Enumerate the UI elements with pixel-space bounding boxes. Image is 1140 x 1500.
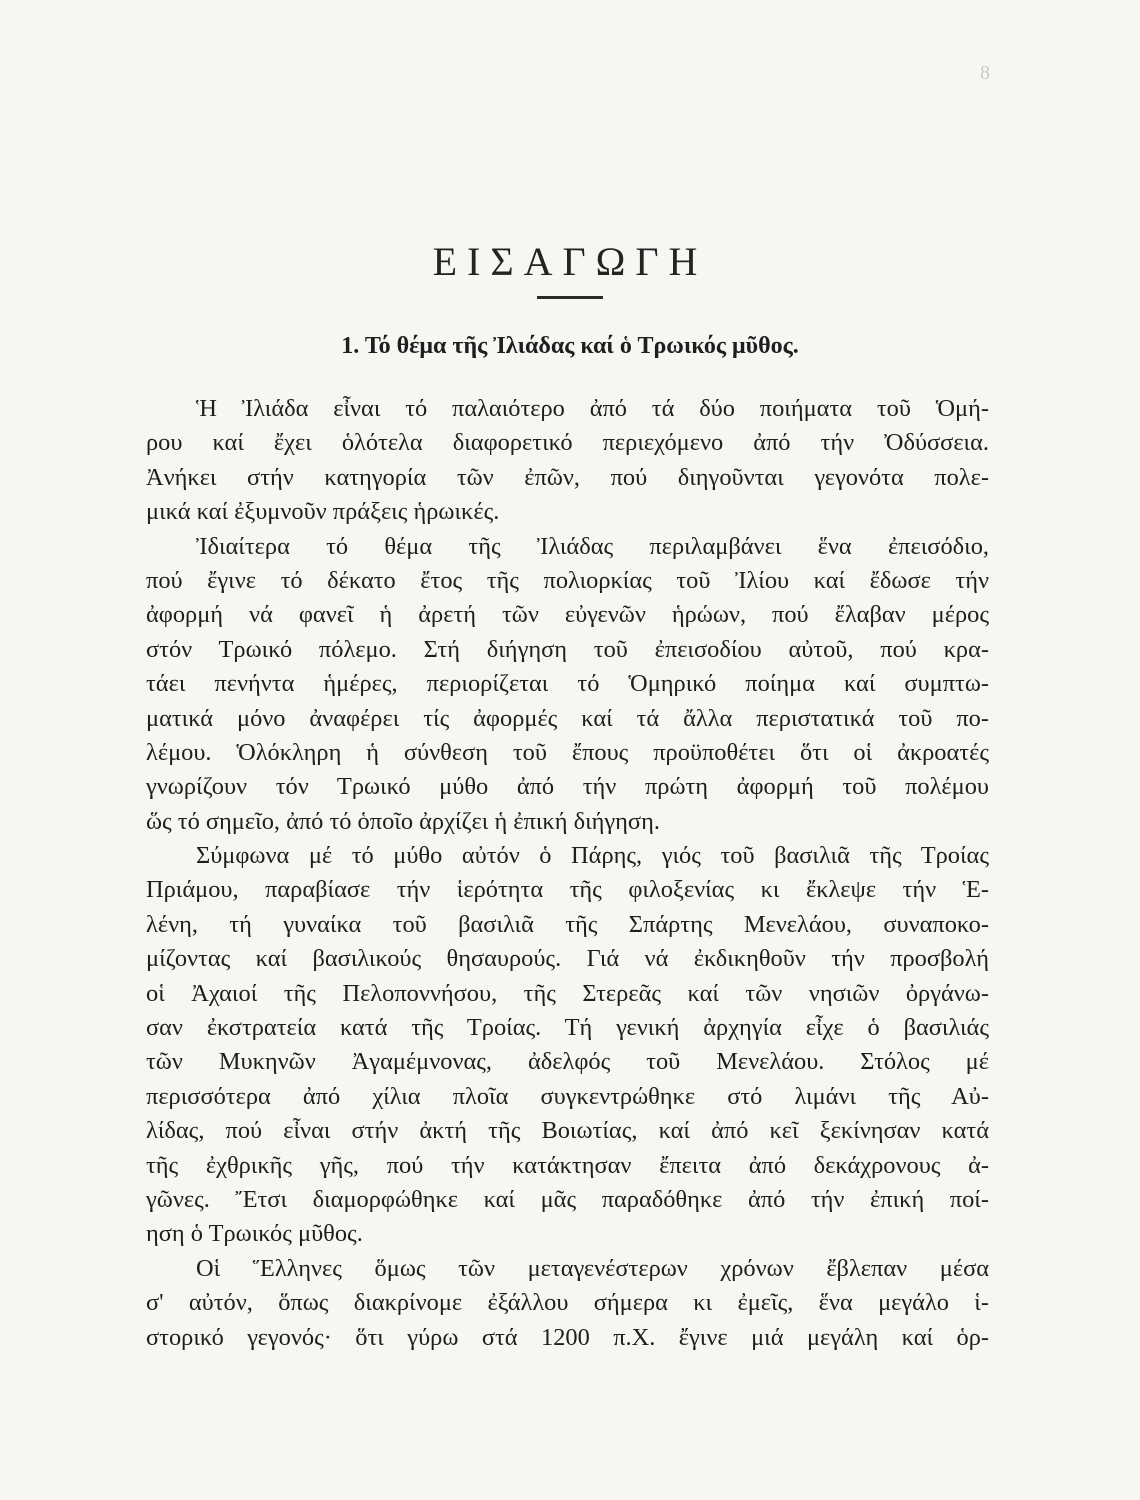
text-line: ὥς τό σημεῖο, ἀπό τό ὁποῖο ἀρχίζει ἡ ἐπική διήγηση.: [146, 807, 660, 835]
text-line: σαν ἐκστρατεία κατά τῆς Τροίας. Τή γενική ἀρχηγία εἶχε ὁ βασιλιάς: [146, 1014, 989, 1042]
paragraph: [146, 1252, 989, 1355]
text-line: τῶν Μυκηνῶν Ἀγαμέμνονας, ἀδελφός τοῦ Μενελάου. Στόλος μέ: [146, 1048, 989, 1076]
text-line: γνωρίζουν τόν Τρωικό μύθο ἀπό τήν πρώτη ἀφορμή τοῦ πολέμου: [146, 773, 989, 801]
paragraph: [146, 392, 989, 530]
text-line: οἱ Ἀχαιοί τῆς Πελοποννήσου, τῆς Στερεᾶς καί τῶν νησιῶν ὀργάνω-: [146, 979, 989, 1007]
page-number: 8: [980, 62, 990, 84]
text-line: Οἱ Ἕλληνες ὅμως τῶν μεταγενέστερων χρόνων ἔβλεπαν μέσα: [196, 1254, 989, 1282]
paragraph: [146, 530, 989, 840]
paragraph: [146, 839, 989, 1252]
text-line: περισσότερα ἀπό χίλια πλοῖα συγκεντρώθηκε στό λιμάνι τῆς Αὐ-: [146, 1082, 989, 1110]
text-line: μικά καί ἐξυμνοῦν πράξεις ἡρωικές.: [146, 498, 500, 526]
text-line: μίζοντας καί βασιλικούς θησαυρούς. Γιά νά ἐκδικηθοῦν τήν προσβολή: [146, 945, 989, 973]
text-line: τάει πενήντα ἡμέρες, περιορίζεται τό Ὁμηρικό ποίημα καί συμπτω-: [146, 670, 989, 698]
text-line: στόν Τρωικό πόλεμο. Στή διήγηση τοῦ ἐπεισοδίου αὐτοῦ, πού κρα-: [146, 635, 989, 663]
text-line: λένη, τή γυναίκα τοῦ βασιλιᾶ τῆς Σπάρτης Μενελάου, συναποκο-: [146, 910, 989, 938]
text-line: Πριάμου, παραβίασε τήν ἱερότητα τῆς φιλοξενίας κι ἔκλεψε τήν Ἑ-: [146, 876, 989, 904]
text-line: τῆς ἐχθρικῆς γῆς, πού τήν κατάκτησαν ἔπειτα ἀπό δεκάχρονους ἀ-: [146, 1151, 989, 1179]
body-text: [146, 392, 989, 1355]
text-line: ματικά μόνο ἀναφέρει τίς ἀφορμές καί τά ἄλλα περιστατικά τοῦ πο-: [146, 704, 989, 732]
text-line: Ἀνήκει στήν κατηγορία τῶν ἐπῶν, πού διηγοῦνται γεγονότα πολε-: [146, 463, 989, 491]
text-line: λέμου. Ὁλόκληρη ἡ σύνθεση τοῦ ἔπους προϋποθέτει ὅτι οἱ ἀκροατές: [146, 738, 989, 766]
text-line: γῶνες. Ἔτσι διαμορφώθηκε καί μᾶς παραδόθηκε ἀπό τήν ἐπική ποί-: [146, 1185, 989, 1213]
title-underline-rule: [537, 296, 603, 299]
text-line: Ἰδιαίτερα τό θέμα τῆς Ἰλιάδας περιλαμβάνει ἕνα ἐπεισόδιο,: [196, 532, 989, 560]
text-line: ἀφορμή νά φανεῖ ἡ ἀρετή τῶν εὐγενῶν ἡρώων, πού ἔλαβαν μέρος: [146, 601, 989, 629]
section-heading: 1. Τό θέμα τῆς Ἰλιάδας καί ὁ Τρωικός μῦθος.: [341, 333, 799, 359]
text-line: ρου καί ἔχει ὁλότελα διαφορετικό περιεχόμενο ἀπό τήν Ὀδύσσεια.: [146, 429, 989, 457]
text-line: πού ἔγινε τό δέκατο ἔτος τῆς πολιορκίας τοῦ Ἰλίου καί ἔδωσε τήν: [146, 566, 989, 594]
text-line: λίδας, πού εἶναι στήν ἀκτή τῆς Βοιωτίας, καί ἀπό κεῖ ξεκίνησαν κατά: [146, 1117, 989, 1145]
text-line: σ' αὐτόν, ὅπως διακρίνομε ἐξάλλου σήμερα κι ἐμεῖς, ἕνα μεγάλο ἱ-: [146, 1289, 989, 1317]
text-line: Σύμφωνα μέ τό μύθο αὐτόν ὁ Πάρης, γιός τοῦ βασιλιᾶ τῆς Τροίας: [196, 842, 989, 870]
chapter-title: ΕΙΣΑΓΩΓΗ: [432, 239, 708, 284]
text-line: ηση ὁ Τρωικός μῦθος.: [146, 1220, 363, 1248]
text-line: Ἡ Ἰλιάδα εἶναι τό παλαιότερο ἀπό τά δύο ποιήματα τοῦ Ὁμή-: [196, 395, 989, 422]
text-line: στορικό γεγονός· ὅτι γύρω στά 1200 π.Χ. ἔγινε μιά μεγάλη καί ὁρ-: [146, 1323, 989, 1351]
